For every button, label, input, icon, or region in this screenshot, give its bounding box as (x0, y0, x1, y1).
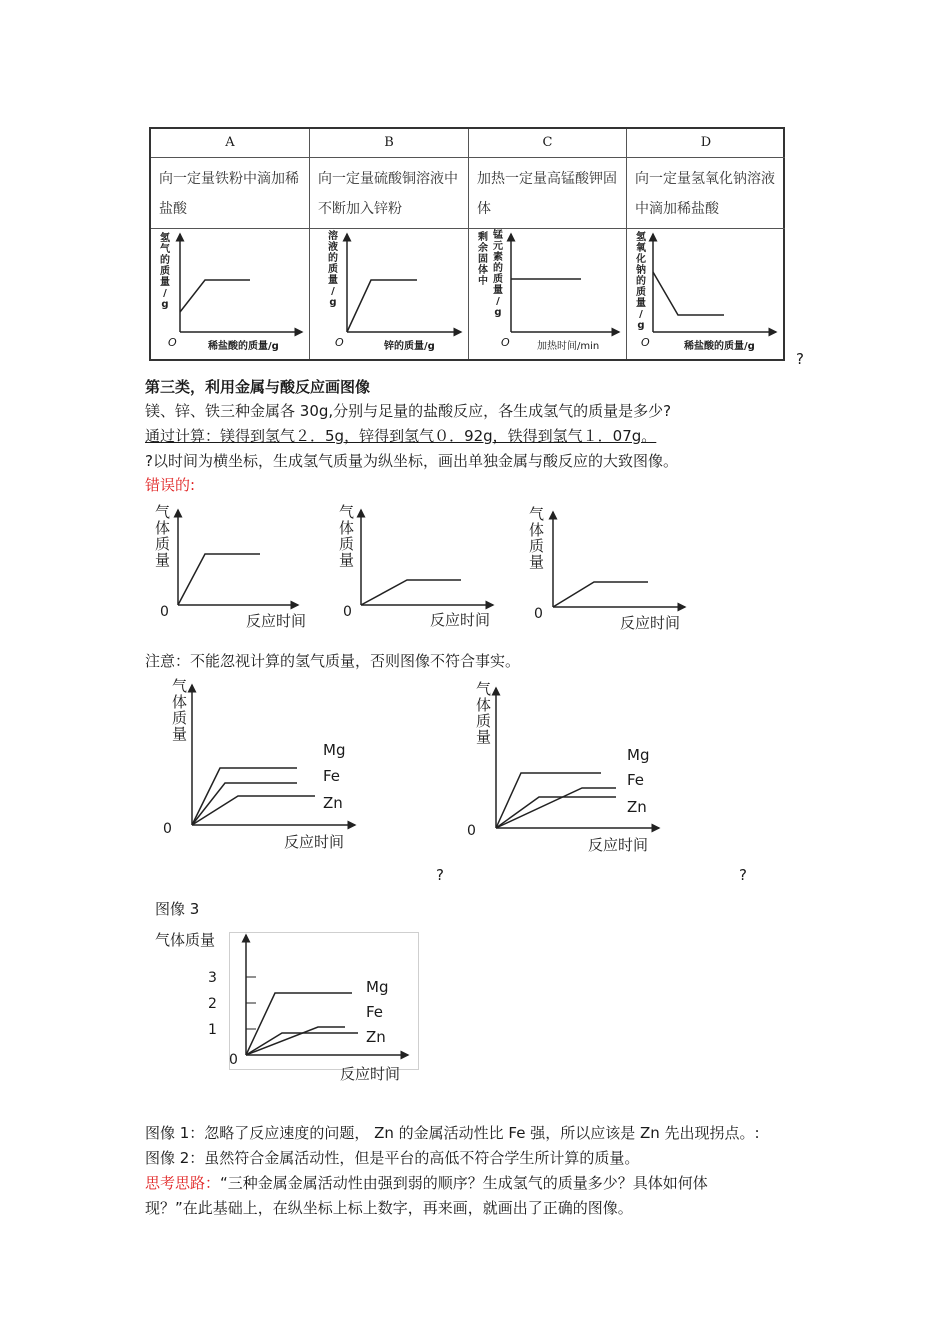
series-zn-line (246, 1033, 358, 1055)
col-letter: C (469, 129, 626, 158)
origin-label: 0 (467, 823, 476, 839)
x-axis-label: 锌的质量/g (384, 341, 435, 352)
fig1-explanation: 图像 1：忽略了反应速度的问题， Zn 的金属活动性比 Fe 强，所以应该是 Zn 先出现拐点。: (145, 1124, 760, 1142)
x-axis-label: 反应时间 (620, 614, 681, 632)
note-text: 注意：不能忽视计算的氢气质量，否则图像不符合事实。 (145, 652, 521, 670)
section-title: 第三类，利用金属与酸反应画图像 (145, 378, 371, 396)
y-axis-label: 氢 氧 化 钠 的 质 量 / g (636, 232, 646, 331)
series-zn-line (496, 797, 616, 828)
col-desc: 向一定量氢氧化钠溶液中滴加稀盐酸 (627, 158, 785, 229)
series-fe-line (192, 783, 297, 825)
x-axis-label: 反应时间 (284, 833, 345, 851)
y-axis-label: 气体质量 (339, 503, 355, 569)
y-tick-label: 3 (208, 970, 217, 986)
table-graph-a (150, 222, 308, 360)
curve-line (653, 272, 724, 315)
origin-label: 0 (343, 604, 352, 620)
wrong-label: 错误的: (145, 476, 196, 494)
think-line-1 (145, 1172, 708, 1194)
instruction-text: ?以时间为横坐标，生成氢气质量为纵坐标，画出单独金属与酸反应的大致图像。 (145, 452, 678, 470)
wrong-chart-2 (333, 500, 503, 635)
series-mg-line (496, 773, 601, 828)
origin-label: O (168, 336, 177, 349)
y-tick-label: 2 (208, 996, 217, 1012)
think-label: 思考思路： (145, 1174, 221, 1192)
origin-label: 0 (229, 1052, 238, 1068)
y-axis-label: 气体质量 (476, 680, 492, 746)
wrong-chart-1 (150, 500, 320, 635)
image1-chart (160, 675, 360, 855)
y-axis-label: 锰 元 素 的 质 量 / g (493, 230, 503, 318)
curve-line (180, 280, 250, 312)
col-desc: 向一定量硫酸铜溶液中不断加入锌粉 (310, 158, 468, 229)
fig3-title: 图像 3 (155, 900, 200, 918)
col-letter: B (310, 129, 468, 158)
x-axis-label: 反应时间 (246, 612, 307, 630)
origin-label: 0 (160, 604, 169, 620)
series-zn-label: Zn (366, 1028, 386, 1046)
y-axis-label: 气体质量 (172, 677, 188, 743)
series-fe-label: Fe (323, 767, 341, 785)
x-axis-label: 稀盐酸的质量/g (684, 341, 755, 352)
calc-text: 通过计算：镁得到氢气２．5g，锌得到氢气０．92g，铁得到氢气１．07g。 (145, 427, 657, 445)
series-fe-line (496, 788, 616, 828)
series-mg-label: Mg (627, 746, 650, 764)
series-mg-label: Mg (366, 978, 389, 996)
x-axis-label: 反应时间 (430, 611, 491, 629)
trail-mark: ? (739, 866, 747, 884)
series-zn-label: Zn (323, 794, 343, 812)
y-axis-label-2: 剩 余 固 体 中 (478, 232, 488, 287)
think-text-2: 现？”在此基础上，在纵坐标上标上数字，再来画，就画出了正确的图像。 (145, 1199, 633, 1217)
trail-mark: ? (436, 866, 444, 884)
series-mg-label: Mg (323, 741, 346, 759)
trail-mark: ? (796, 350, 804, 368)
table-graph-d (626, 222, 784, 360)
series-zn-label: Zn (627, 798, 647, 816)
origin-label: O (501, 336, 510, 349)
image2-chart (464, 678, 664, 858)
series-fe-line (246, 1027, 345, 1055)
origin-label: O (335, 336, 344, 349)
x-axis-label: 反应时间 (340, 1065, 401, 1083)
curve-line (553, 582, 648, 607)
y-tick-label: 1 (208, 1022, 217, 1038)
question-text: 镁、锌、铁三种金属各 30g,分别与足量的盐酸反应，各生成氢气的质量是多少? (145, 402, 672, 420)
curve-line (178, 554, 260, 605)
fig2-explanation: 图像 2：虽然符合金属活动性，但是平台的高低不符合学生所计算的质量。 (145, 1149, 640, 1167)
y-axis-label: 溶 液 的 质 量 / g (328, 231, 338, 308)
y-axis-label: 气体质量 (155, 503, 171, 569)
series-fe-label: Fe (366, 1003, 384, 1021)
x-axis-label: 反应时间 (588, 836, 649, 854)
col-desc: 加热一定量高锰酸钾固体 (469, 158, 626, 229)
y-axis-label: 氢 气 的 质 量 / g (160, 233, 170, 310)
table-graph-c (467, 222, 625, 360)
wrong-chart-3 (520, 502, 690, 637)
y-axis-label: 气体质量 (529, 505, 545, 571)
col-letter: D (627, 129, 785, 158)
origin-label: O (641, 336, 650, 349)
origin-label: 0 (534, 606, 543, 622)
col-letter: A (151, 129, 309, 158)
x-axis-label: 加热时间/min (537, 341, 600, 352)
col-desc: 向一定量铁粉中滴加稀盐酸 (151, 158, 309, 229)
series-fe-label: Fe (627, 771, 645, 789)
curve-line (361, 580, 461, 605)
x-axis-label: 稀盐酸的质量/g (208, 341, 279, 352)
curve-line (347, 280, 417, 332)
origin-label: 0 (163, 821, 172, 837)
fig3-y-axis-label: 气体质量 (155, 931, 216, 949)
fig3-chart (200, 930, 430, 1090)
think-text-1: “三种金属金属活动性由强到弱的顺序？生成氢气的质量多少？具体如何体 (220, 1174, 708, 1192)
